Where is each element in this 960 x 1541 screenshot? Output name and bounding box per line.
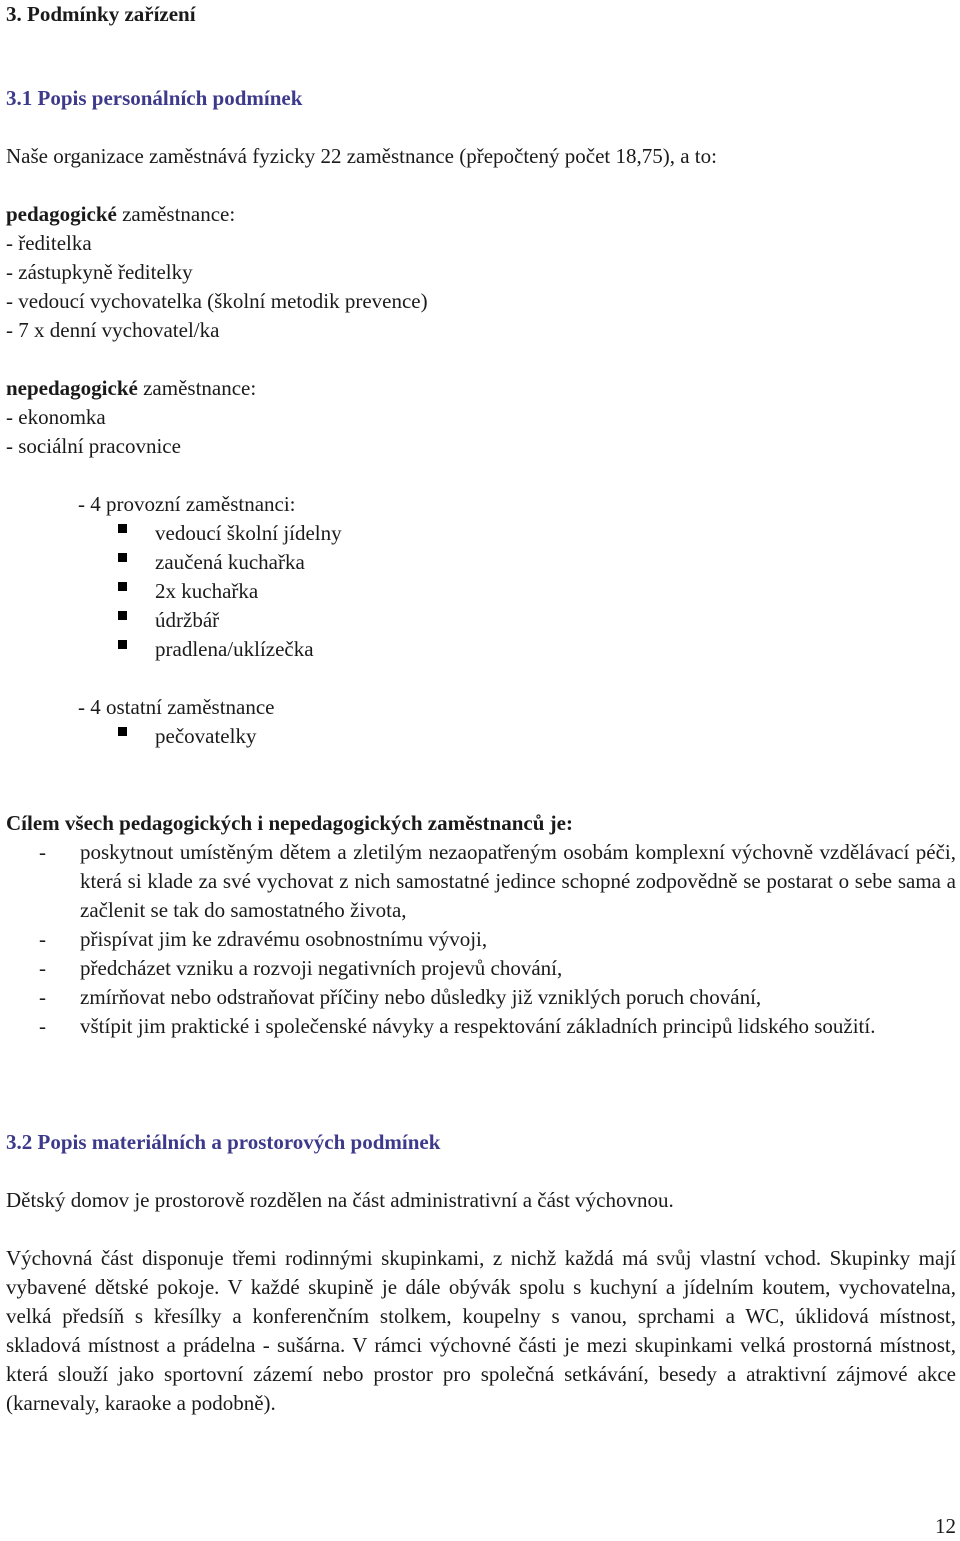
page-number: 12 (935, 1514, 956, 1538)
list-item: - sociální pracovnice (6, 434, 181, 458)
goal-item: poskytnout umístěným dětem a zletilým nezaopatřeným osobám komplexní výchovně vzdělávací péči, která si klade za své vychovat z nich samostatné jedince schopné zodpovědně se postarat o sebe sama a začlenit se tak do samostatného života, (80, 840, 956, 922)
ped-heading (6, 200, 235, 229)
goal-item: zmírňovat nebo odstraňovat příčiny nebo důsledky již vzniklých poruch chování, (80, 985, 762, 1009)
square-bullet-icon (118, 582, 127, 591)
dash-bullet: - (39, 956, 46, 980)
subsection-title-3-1: 3.1 Popis personálních podmínek (6, 86, 303, 110)
ped-heading-rest: zaměstnance: (116, 202, 236, 226)
ped-heading-bold: pedagogické (6, 202, 117, 226)
dash-bullet: - (39, 840, 46, 864)
goal-item: přispívat jim ke zdravému osobnostnímu vývoji, (80, 927, 488, 951)
list-item: - zástupkyně ředitelky (6, 260, 193, 284)
square-bullet-icon (118, 640, 127, 649)
neped-heading-bold: nepedagogické (6, 376, 138, 400)
list-item: zaučená kuchařka (155, 550, 305, 574)
intro-text: Naše organizace zaměstnává fyzicky 22 zaměstnance (přepočtený počet 18,75), a to: (6, 144, 717, 168)
list-item: pečovatelky (155, 724, 257, 748)
square-bullet-icon (118, 727, 127, 736)
ost-heading: - 4 ostatní zaměstnance (78, 695, 275, 719)
list-item: - 7 x denní vychovatel/ka (6, 318, 220, 342)
dash-bullet: - (39, 985, 46, 1009)
section-title: 3. Podmínky zařízení (6, 2, 196, 26)
dash-bullet: - (39, 927, 46, 951)
subsection-title-3-2: 3.2 Popis materiálních a prostorových podmínek (6, 1130, 441, 1154)
list-item: pradlena/uklízečka (155, 637, 314, 661)
paragraph: Dětský domov je prostorově rozdělen na část administrativní a část výchovnou. (6, 1188, 674, 1212)
paragraph: Výchovná část disponuje třemi rodinnými skupinkami, z nichž každá má svůj vlastní vchod. Skupinky mají vybavené dětské pokoje. V každé skupině je dále obývák spolu s kuchyní a jídelním koutem, vychovatelna, velká předsíň s křesílky a konferenčním stolkem, koupelny s vanou, sprchami a WC, úklidová místnost, skladová místnost a prádelna - sušárna. V rámci výchovné části je mezi skupinkami velká prostorná místnost, která slouží jako sportovní zázemí nebo prostor pro společná setkávání, besedy a atraktivní zájmové akce (karnevaly, karaoke a podobně). (6, 1246, 956, 1415)
square-bullet-icon (118, 553, 127, 562)
list-item: 2x kuchařka (155, 579, 259, 603)
neped-heading-rest: zaměstnance: (137, 376, 257, 400)
list-item: vedoucí školní jídelny (155, 521, 342, 545)
dash-bullet: - (39, 1014, 46, 1038)
list-item: údržbář (155, 608, 220, 632)
square-bullet-icon (118, 611, 127, 620)
list-item: - ředitelka (6, 231, 92, 255)
list-item: - vedoucí vychovatelka (školní metodik prevence) (6, 289, 428, 313)
goal-item: předcházet vzniku a rozvoji negativních projevů chování, (80, 956, 563, 980)
goal-title: Cílem všech pedagogických i nepedagogických zaměstnanců je: (6, 811, 573, 835)
list-item: - ekonomka (6, 405, 106, 429)
square-bullet-icon (118, 524, 127, 533)
goal-item: vštípit jim praktické i společenské návyky a respektování základních principů lidského soužití. (80, 1014, 876, 1038)
neped-heading (6, 374, 256, 403)
prov-heading: - 4 provozní zaměstnanci: (78, 492, 296, 516)
